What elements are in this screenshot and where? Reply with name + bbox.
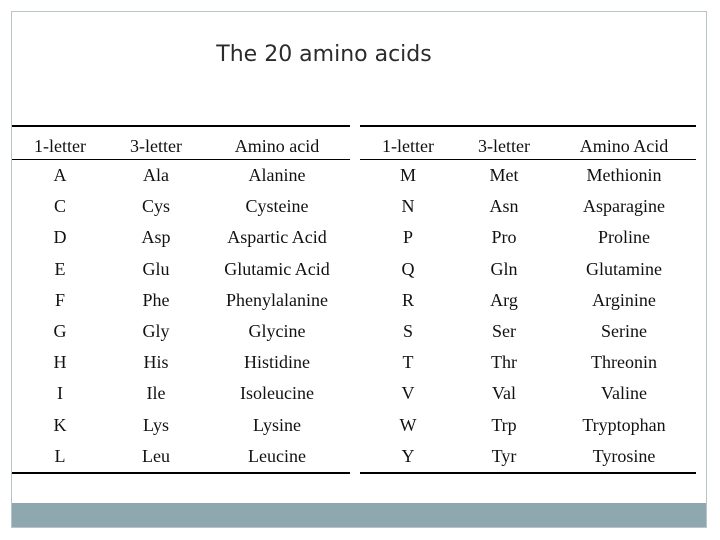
cell-amino-acid: Tyrosine xyxy=(592,445,656,466)
header-three-letter: 3-letter xyxy=(130,136,182,156)
footer-bar xyxy=(12,503,706,527)
header-three-letter: 3-letter xyxy=(478,136,530,156)
cell-one-letter: H xyxy=(53,352,67,373)
cell-amino-acid: Aspartic Acid xyxy=(227,227,327,248)
right-amino-table xyxy=(360,125,696,474)
header-amino-acid: Amino acid xyxy=(234,136,320,156)
table-row xyxy=(360,378,696,409)
table-row xyxy=(360,160,696,191)
cell-three-letter: His xyxy=(143,352,169,373)
cell-amino-acid: Asparagine xyxy=(583,196,665,217)
table-row xyxy=(360,222,696,253)
table-row xyxy=(360,285,696,316)
table-row xyxy=(360,347,696,378)
cell-three-letter: Val xyxy=(492,383,516,404)
cell-amino-acid: Lysine xyxy=(253,414,301,435)
cell-one-letter: A xyxy=(53,165,67,186)
cell-three-letter: Thr xyxy=(491,352,517,373)
cell-three-letter: Ile xyxy=(146,383,166,404)
table-row xyxy=(12,441,350,472)
header-amino-acid: Amino Acid xyxy=(579,136,669,156)
slide-title: The 20 amino acids xyxy=(216,42,432,67)
table-row xyxy=(360,254,696,285)
cell-amino-acid: Serine xyxy=(601,321,647,342)
cell-amino-acid: Histidine xyxy=(244,352,310,373)
cell-one-letter: S xyxy=(402,321,413,342)
table-row xyxy=(360,316,696,347)
cell-three-letter: Arg xyxy=(490,289,518,310)
header-one-letter: 1-letter xyxy=(382,136,434,156)
cell-amino-acid: Phenylalanine xyxy=(226,289,328,310)
cell-one-letter: W xyxy=(399,414,417,435)
table-row xyxy=(12,222,350,253)
cell-one-letter: C xyxy=(53,196,66,217)
table-row xyxy=(12,191,350,222)
cell-amino-acid: Glutamine xyxy=(586,258,662,279)
cell-one-letter: F xyxy=(54,289,65,310)
left-table-body xyxy=(12,160,350,472)
table-row xyxy=(12,160,350,191)
cell-amino-acid: Arginine xyxy=(592,289,656,310)
cell-amino-acid: Isoleucine xyxy=(240,383,314,404)
cell-three-letter: Cys xyxy=(141,196,170,217)
cell-amino-acid: Cysteine xyxy=(245,196,309,217)
cell-one-letter: M xyxy=(399,165,416,186)
table-row xyxy=(12,316,350,347)
cell-one-letter: D xyxy=(53,227,67,248)
cell-three-letter: Phe xyxy=(142,289,170,310)
cell-three-letter: Leu xyxy=(142,445,170,466)
cell-three-letter: Asn xyxy=(489,196,519,217)
cell-one-letter: E xyxy=(54,258,66,279)
table-row xyxy=(12,285,350,316)
header-one-letter: 1-letter xyxy=(34,136,86,156)
table-row xyxy=(12,254,350,285)
cell-one-letter: P xyxy=(402,227,413,248)
cell-three-letter: Tyr xyxy=(491,445,517,466)
cell-three-letter: Glu xyxy=(142,258,170,279)
cell-three-letter: Ala xyxy=(143,165,169,186)
table-row xyxy=(360,410,696,441)
right-table-body xyxy=(360,160,696,472)
cell-amino-acid: Valine xyxy=(601,383,647,404)
cell-one-letter: T xyxy=(402,352,414,373)
table-row xyxy=(12,410,350,441)
table-row xyxy=(360,191,696,222)
left-table-header xyxy=(12,125,350,160)
cell-one-letter: G xyxy=(53,321,67,342)
cell-one-letter: N xyxy=(401,196,415,217)
cell-amino-acid: Leucine xyxy=(248,445,306,466)
cell-amino-acid: Proline xyxy=(598,227,650,248)
cell-one-letter: R xyxy=(401,289,414,310)
cell-three-letter: Pro xyxy=(491,227,517,248)
cell-three-letter: Met xyxy=(489,165,519,186)
cell-one-letter: K xyxy=(53,414,67,435)
cell-one-letter: V xyxy=(401,383,415,404)
cell-amino-acid: Alanine xyxy=(248,165,306,186)
cell-three-letter: Ser xyxy=(492,321,516,342)
cell-three-letter: Trp xyxy=(491,414,517,435)
cell-three-letter: Asp xyxy=(141,227,171,248)
table-row xyxy=(12,347,350,378)
cell-amino-acid: Methionin xyxy=(586,165,662,186)
cell-amino-acid: Tryptophan xyxy=(582,414,666,435)
table-row xyxy=(360,441,696,472)
cell-one-letter: L xyxy=(54,445,66,466)
cell-amino-acid: Threonin xyxy=(591,352,657,373)
cell-amino-acid: Glycine xyxy=(248,321,306,342)
cell-amino-acid: Glutamic Acid xyxy=(224,258,330,279)
table-row xyxy=(12,378,350,409)
cell-one-letter: Q xyxy=(401,258,415,279)
cell-three-letter: Lys xyxy=(142,414,169,435)
cell-one-letter: Y xyxy=(401,445,415,466)
right-table-header xyxy=(360,125,696,160)
left-amino-table xyxy=(12,125,350,474)
cell-three-letter: Gly xyxy=(142,321,170,342)
cell-one-letter: I xyxy=(57,383,63,404)
cell-three-letter: Gln xyxy=(490,258,518,279)
